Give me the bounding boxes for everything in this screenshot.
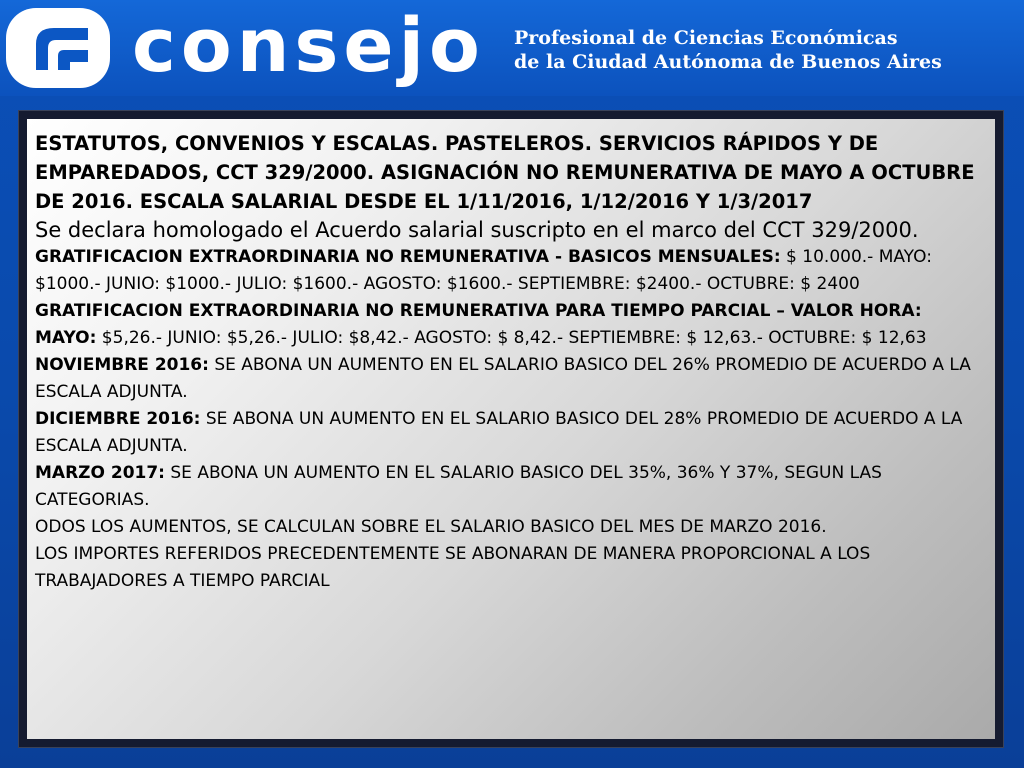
logo-subtitle-line-2: de la Ciudad Autónoma de Buenos Aires (514, 51, 942, 73)
paragraph-marzo-2017 (35, 460, 983, 514)
content-panel-frame (18, 110, 1004, 748)
paragraph-calculo-aumentos (35, 514, 983, 541)
paragraph-label: GRATIFICACION EXTRAORDINARIA NO REMUNERATIVA PARA TIEMPO PARCIAL – VALOR HORA: MAYO: (35, 301, 922, 348)
lead-paragraph: Se declara homologado el Acuerdo salarial suscripto en el marco del CCT 329/2000. (35, 218, 919, 242)
paragraph-text: SE ABONA UN AUMENTO EN EL SALARIO BASICO DEL 28% PROMEDIO DE ACUERDO A LA ESCALA ADJUNTA. (35, 409, 963, 456)
paragraph-tiempo-parcial (35, 541, 983, 595)
paragraph-text: $ 10.000.- MAYO: $1000.- JUNIO: $1000.- JULIO: $1600.- AGOSTO: $1600.- SEPTIEMBRE: $2400.- OCTUBRE: $ 2400 (35, 247, 932, 294)
paragraph-noviembre-2016 (35, 352, 983, 406)
paragraph-text: $5,26.- JUNIO: $5,26.- JULIO: $8,42.- AGOSTO: $ 8,42.- SEPTIEMBRE: $ 12,63.- OCTUBRE: $ 12,63 (96, 328, 927, 348)
paragraph-text: SE ABONA UN AUMENTO EN EL SALARIO BASICO DEL 35%, 36% Y 37%, SEGUN LAS CATEGORIAS. (35, 463, 882, 510)
paragraph-label: MARZO 2017: (35, 463, 165, 483)
paragraph-label: NOVIEMBRE 2016: (35, 355, 209, 375)
header-banner (0, 0, 1024, 96)
paragraph-gratificacion-mensual (35, 244, 983, 298)
paragraph-gratificacion-tiempo-parcial (35, 298, 983, 352)
content-panel (27, 119, 995, 739)
consejo-logo-mark-icon (6, 8, 110, 88)
logo-wordmark: consejo (132, 3, 485, 89)
document-title: ESTATUTOS, CONVENIOS Y ESCALAS. PASTELEROS. SERVICIOS RÁPIDOS Y DE EMPAREDADOS, CCT 329/2000. ASIGNACIÓN NO REMUNERATIVA DE MAYO A OCTUBRE DE 2016. ESCALA SALARIAL DESDE EL 1/11/2016, 1/12/2016 Y 1/3/2017 (35, 132, 975, 213)
paragraph-text: LOS IMPORTES REFERIDOS PRECEDENTEMENTE SE ABONARAN DE MANERA PROPORCIONAL A LOS TRABAJADORES A TIEMPO PARCIAL (35, 544, 871, 591)
paragraph-label: DICIEMBRE 2016: (35, 409, 201, 429)
paragraph-label: GRATIFICACION EXTRAORDINARIA NO REMUNERATIVA - BASICOS MENSUALES: (35, 247, 781, 267)
paragraph-diciembre-2016 (35, 406, 983, 460)
logo-subtitle-line-1: Profesional de Ciencias Económicas (514, 27, 898, 49)
logo-subtitle (514, 26, 942, 74)
paragraph-text: ODOS LOS AUMENTOS, SE CALCULAN SOBRE EL SALARIO BASICO DEL MES DE MARZO 2016. (35, 517, 827, 537)
paragraph-text: SE ABONA UN AUMENTO EN EL SALARIO BASICO DEL 26% PROMEDIO DE ACUERDO A LA ESCALA ADJUNTA. (35, 355, 971, 402)
